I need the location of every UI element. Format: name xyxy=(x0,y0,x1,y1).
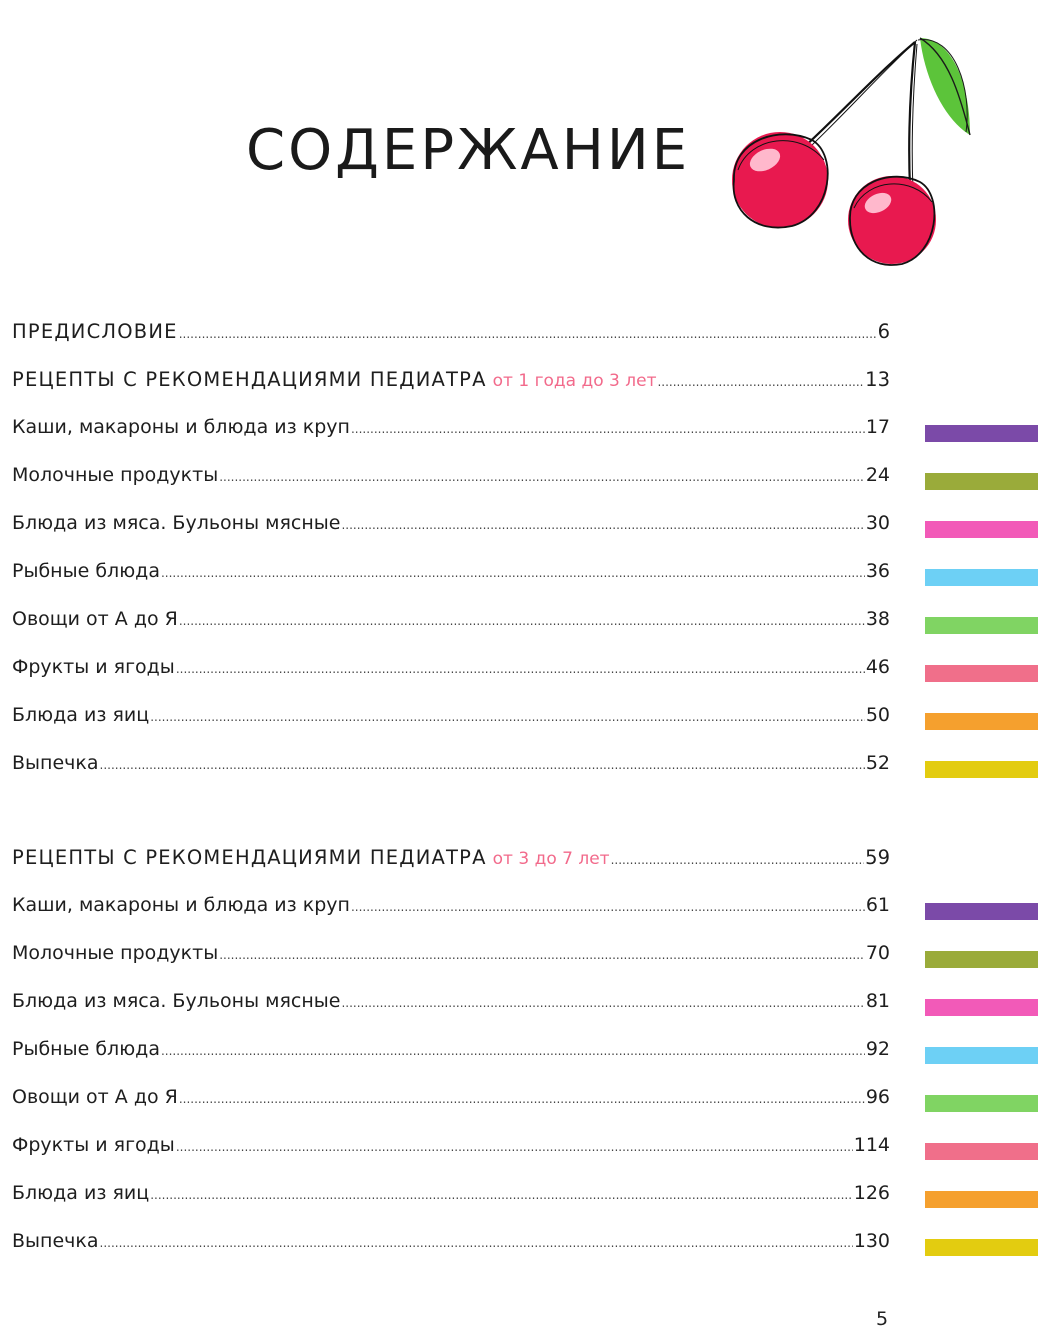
toc-page-number: 130 xyxy=(853,1230,890,1252)
toc-label: ПРЕДИСЛОВИЕ xyxy=(12,320,178,343)
toc-page-number: 38 xyxy=(865,608,890,630)
color-stripe xyxy=(925,951,1038,968)
toc-preface[interactable] xyxy=(12,320,890,350)
toc-label: Блюда из мяса. Бульоны мясные xyxy=(12,512,341,534)
toc-page-number: 126 xyxy=(853,1182,890,1204)
dot-leader xyxy=(351,900,865,914)
toc-label: Рыбные блюда xyxy=(12,1038,160,1060)
toc-item[interactable] xyxy=(12,464,890,494)
toc-item[interactable] xyxy=(12,704,890,734)
dot-leader xyxy=(150,710,865,724)
page-title: СОДЕРЖАНИЕ xyxy=(246,117,691,183)
color-stripe xyxy=(925,999,1038,1016)
dot-leader xyxy=(176,1140,853,1154)
toc-label: Каши, макароны и блюда из круп xyxy=(12,894,350,916)
dot-leader xyxy=(219,948,865,962)
color-stripe xyxy=(925,1191,1038,1208)
age-range: от 1 года до 3 лет xyxy=(492,371,657,391)
dot-leader xyxy=(161,566,865,580)
toc-label: Молочные продукты xyxy=(12,464,219,486)
toc-label: Овощи от А до Я xyxy=(12,1086,178,1108)
toc-page-number: 24 xyxy=(865,464,890,486)
color-stripe xyxy=(925,521,1038,538)
toc-item[interactable] xyxy=(12,1230,890,1260)
dot-leader xyxy=(179,327,877,341)
toc-item[interactable] xyxy=(12,656,890,686)
toc-item[interactable] xyxy=(12,1134,890,1164)
dot-leader xyxy=(351,422,865,436)
dot-leader xyxy=(341,996,864,1010)
color-stripe xyxy=(925,473,1038,490)
toc-page-number: 46 xyxy=(865,656,890,678)
color-stripe xyxy=(925,1143,1038,1160)
toc-label: Выпечка xyxy=(12,752,99,774)
toc-item[interactable] xyxy=(12,416,890,446)
toc-page-number: 114 xyxy=(853,1134,890,1156)
toc-page-number: 13 xyxy=(865,368,890,391)
page-number: 5 xyxy=(876,1308,889,1330)
toc-item[interactable] xyxy=(12,990,890,1020)
toc-page-number: 6 xyxy=(877,320,890,343)
dot-leader xyxy=(100,758,865,772)
dot-leader xyxy=(219,470,865,484)
toc-item[interactable] xyxy=(12,560,890,590)
toc-label: РЕЦЕПТЫ С РЕКОМЕНДАЦИЯМИ ПЕДИАТРА xyxy=(12,846,487,869)
dot-leader xyxy=(161,1044,865,1058)
toc-label: Блюда из мяса. Бульоны мясные xyxy=(12,990,341,1012)
color-stripe xyxy=(925,1239,1038,1256)
toc-page-number: 61 xyxy=(865,894,890,916)
toc-item[interactable] xyxy=(12,1086,890,1116)
toc-item[interactable] xyxy=(12,512,890,542)
color-stripe xyxy=(925,1095,1038,1112)
dot-leader xyxy=(179,614,865,628)
dot-leader xyxy=(176,662,865,676)
dot-leader xyxy=(611,853,865,867)
toc-item[interactable] xyxy=(12,1038,890,1068)
toc-item[interactable] xyxy=(12,752,890,782)
toc-label: Овощи от А до Я xyxy=(12,608,178,630)
dot-leader xyxy=(341,518,864,532)
toc-page-number: 92 xyxy=(865,1038,890,1060)
toc-section-1-3-years[interactable] xyxy=(12,368,890,398)
toc-page-number: 59 xyxy=(865,846,890,869)
toc-label: Выпечка xyxy=(12,1230,99,1252)
toc-page-number: 30 xyxy=(865,512,890,534)
dot-leader xyxy=(179,1092,865,1106)
toc-page-number: 50 xyxy=(865,704,890,726)
toc-page-number: 17 xyxy=(865,416,890,438)
toc-label: Каши, макароны и блюда из круп xyxy=(12,416,350,438)
toc-label: Фрукты и ягоды xyxy=(12,656,175,678)
color-stripe xyxy=(925,713,1038,730)
age-range: от 3 до 7 лет xyxy=(492,849,610,869)
toc-item[interactable] xyxy=(12,894,890,924)
toc-page-number: 36 xyxy=(865,560,890,582)
toc-item[interactable] xyxy=(12,608,890,638)
toc-label: РЕЦЕПТЫ С РЕКОМЕНДАЦИЯМИ ПЕДИАТРА xyxy=(12,368,487,391)
color-stripe xyxy=(925,903,1038,920)
dot-leader xyxy=(150,1188,853,1202)
toc-item[interactable] xyxy=(12,1182,890,1212)
dot-leader xyxy=(100,1236,853,1250)
toc-label: Молочные продукты xyxy=(12,942,219,964)
color-stripe xyxy=(925,425,1038,442)
color-stripe xyxy=(925,761,1038,778)
toc-label: Блюда из яиц xyxy=(12,1182,150,1204)
toc-page-number: 96 xyxy=(865,1086,890,1108)
toc-page-number: 70 xyxy=(865,942,890,964)
cherries-illustration xyxy=(720,10,990,270)
toc-page-number: 81 xyxy=(865,990,890,1012)
toc-item[interactable] xyxy=(12,942,890,972)
color-stripe xyxy=(925,1047,1038,1064)
dot-leader xyxy=(657,375,864,389)
color-stripe xyxy=(925,617,1038,634)
color-stripe xyxy=(925,665,1038,682)
color-stripe xyxy=(925,569,1038,586)
toc-section-3-7-years[interactable] xyxy=(12,846,890,876)
toc-label: Блюда из яиц xyxy=(12,704,150,726)
toc-label: Рыбные блюда xyxy=(12,560,160,582)
toc-label: Фрукты и ягоды xyxy=(12,1134,175,1156)
toc-page-number: 52 xyxy=(865,752,890,774)
